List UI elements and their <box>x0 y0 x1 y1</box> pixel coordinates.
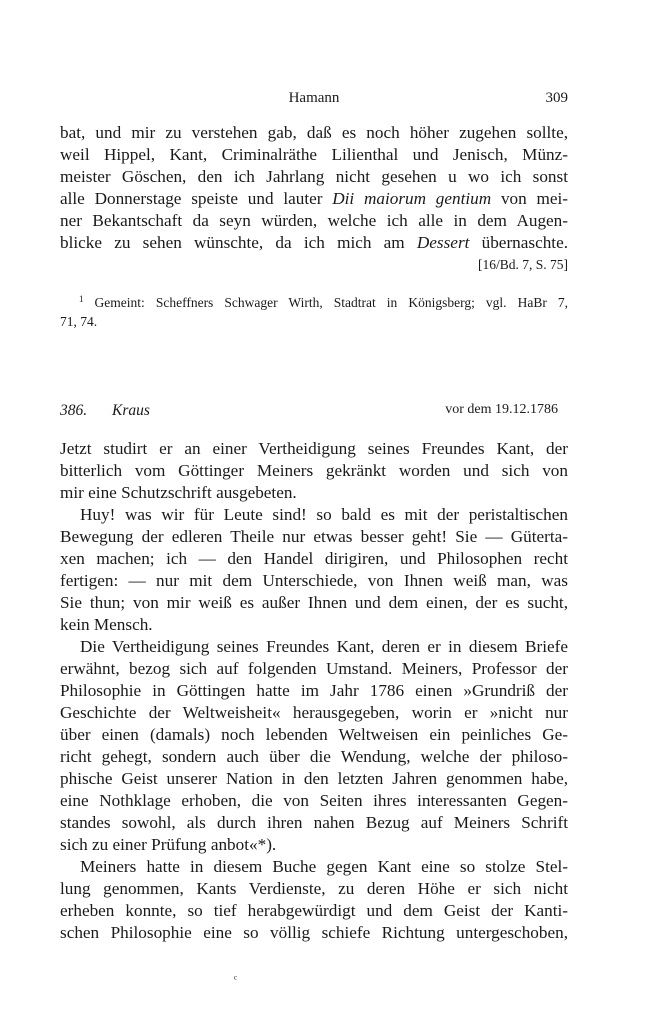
text-line: meister Göschen, den ich Jahrlang nicht gesehen u wo ich sonst <box>60 167 568 186</box>
text-line: Geschichte der Weltweisheit« herausgegeben, worin er »nicht nur <box>60 703 568 722</box>
page-number: 309 <box>545 90 568 106</box>
entry-number: 386. <box>60 402 88 419</box>
footnote <box>60 293 568 331</box>
main-body <box>60 438 568 944</box>
text-line: schen Philosophie eine so völlig schiefe Richtung untergeschoben, <box>60 923 568 942</box>
italic-phrase: Dii maiorum gentium <box>332 189 492 208</box>
text-line: bitterlich vom Göttinger Meiners gekränkt worden und sich von <box>60 461 568 480</box>
text-line: Bewegung der edleren Theile nur etwas besser geht! Sie — Güterta- <box>60 527 568 546</box>
italic-phrase: Dessert <box>416 233 470 252</box>
text-line: Die Vertheidigung seines Freundes Kant, deren er in diesem Briefe <box>80 637 568 656</box>
entry-date: vor dem 19.12.1786 <box>445 402 558 417</box>
text-line: bat, und mir zu verstehen gab, daß es noch höher zugehen sollte, <box>60 123 568 142</box>
text-line: eine Nothklage erhoben, die von Seiten ihres interessanten Gegen- <box>60 791 568 810</box>
text-line: Meiners hatte in diesem Buche gegen Kant eine so stolze Stel- <box>80 857 568 876</box>
printer-mark: ᶜ <box>234 972 238 986</box>
text-line: fertigen: — nur mit dem Unterschiede, von Ihnen weiß man, was <box>60 571 568 590</box>
text-line: kein Mensch. <box>60 615 153 634</box>
running-head-title: Hamann <box>288 90 340 106</box>
text-line: mir eine Schutzschrift ausgebeten. <box>60 483 297 502</box>
text-line: richt gehegt, sondern auch über die Wendung, welche der philoso- <box>60 747 568 766</box>
top-paragraph <box>60 122 568 276</box>
text-line: alle Donnerstage speiste und lauter Dii maiorum gentium von mei- <box>60 189 568 208</box>
text-line: sich zu einer Prüfung anbot«*). <box>60 835 277 854</box>
text-line: lung genommen, Kants Verdienste, zu deren Höhe er sich nicht <box>60 879 568 898</box>
entry-heading <box>60 402 568 424</box>
text-line: Philosophie in Göttingen hatte im Jahr 1786 einen »Grundriß der <box>60 681 568 700</box>
text-line: Sie thun; von mir weiß es außer Ihnen und dem einen, der es sucht, <box>60 593 568 612</box>
text-line: blicke zu sehen wünschte, da ich mich am Dessert übernaschte. <box>60 233 568 252</box>
text-line: Huy! was wir für Leute sind! so bald es mit der peristaltischen <box>80 505 568 524</box>
text-line: ner Bekantschaft da seyn würden, welche ich alle in dem Augen- <box>60 211 568 230</box>
text-line: phische Geist unserer Nation in den letzten Jahren genommen habe, <box>60 769 568 788</box>
text-line: erheben konnte, so tief herabgewürdigt und dem Geist der Kanti- <box>60 901 568 920</box>
footnote-line: $^1$ Gemeint: Scheffners Schwager Wirth, Stadtrat in Königsberg; vgl. HaBr 7, <box>79 294 568 310</box>
text-line: standes sowohl, als durch ihren nahen Bezug auf Meiners Schrift <box>60 813 568 832</box>
text-line: über einen (damals) noch lebenden Weltweisen ein peinliches Ge- <box>60 725 568 744</box>
text-line: xen machen; ich — den Handel dirigiren, und Philosophen recht <box>60 549 568 568</box>
footnote-marker: 1 <box>79 294 84 304</box>
running-head <box>60 90 568 110</box>
text-line: erwähnt, bezog sich auf folgenden Umstand. Meiners, Professor der <box>60 659 568 678</box>
entry-name: Kraus <box>112 402 150 419</box>
footnote-line: 71, 74. <box>60 314 98 329</box>
text-line: Jetzt studirt er an einer Vertheidigung seines Freundes Kant, der <box>60 439 568 458</box>
source-reference: [16/Bd. 7, S. 75] <box>477 257 568 272</box>
text-line: weil Hippel, Kant, Criminalräthe Lilienthal und Jenisch, Münz- <box>60 145 568 164</box>
